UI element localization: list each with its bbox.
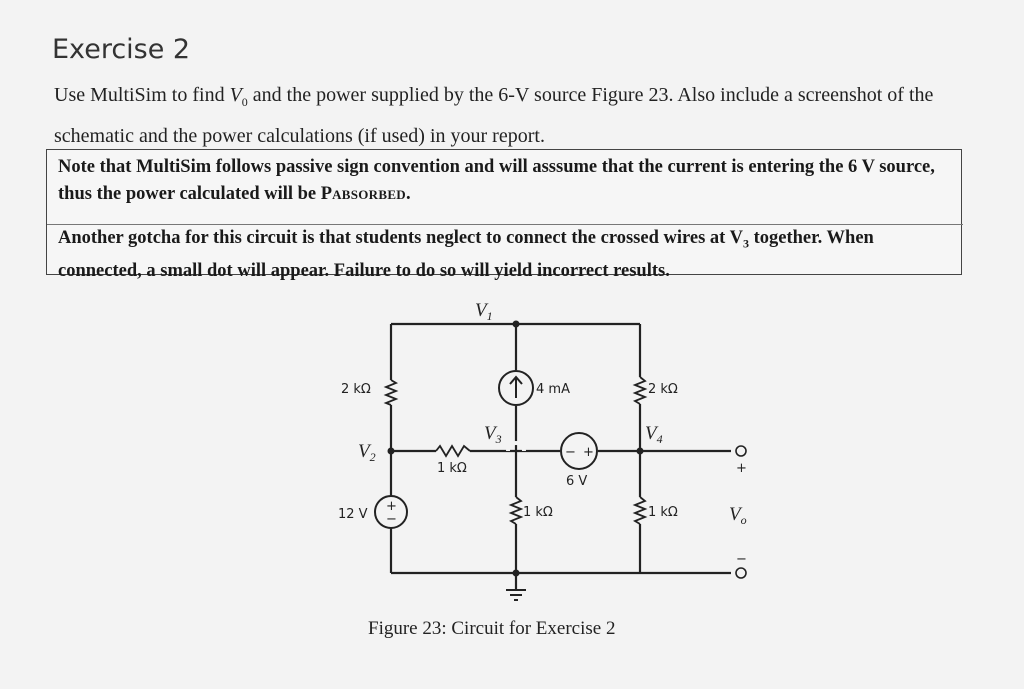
label-v2: $V_2$ [358,441,376,464]
label-v4: $V_4$ [645,423,663,446]
resistor-right-bottom-1k [635,497,645,524]
label-r-middle: 1 kΩ [437,461,467,476]
label-6v-plus: + [583,445,594,460]
resistor-center-bottom-1k [511,497,521,524]
output-terminal-minus [736,568,746,578]
label-6v: 6 V [566,474,588,489]
label-minus-terminal: − [736,552,747,567]
note2-b: together. When connected, a small dot will appear. Failure to do so will yield incorrect results. [58,228,874,281]
label-plus-terminal: + [736,461,747,476]
note1-end: . [406,184,411,204]
resistor-right-top-2k [635,377,645,404]
label-r-left-top: 2 kΩ [341,382,371,397]
label-12v-plus: + [386,499,397,514]
ground-icon [506,590,526,600]
exercise-title: Exercise 2 [52,34,191,65]
label-r-center-bottom: 1 kΩ [523,505,553,520]
figure-caption: Figure 23: Circuit for Exercise 2 [368,618,616,639]
node-v1 [513,321,520,328]
label-r-right-bottom: 1 kΩ [648,505,678,520]
node-v4 [637,448,644,455]
label-6v-minus: − [565,445,576,460]
label-12v-minus: − [386,512,397,527]
note2-sub: 3 [742,236,749,251]
resistor-left-top-2k [386,380,396,405]
label-v3: $V_3$ [484,423,502,446]
node-v2 [388,448,395,455]
note1-main: Note that MultiSim follows passive sign convention and will asssume that the current is entering the 6 V source, thus the power calculated will be P [58,157,935,204]
intro-pre: Use MultiSim to find [54,84,230,106]
label-current-source: 4 mA [536,382,570,397]
output-terminal-plus [736,446,746,456]
intro-var-sub: 0 [241,95,248,109]
label-vo: $V_o$ [729,504,747,527]
note2-a: Another gotcha for this circuit is that students neglect to connect the crossed wires at V [58,228,743,248]
note1-sub: ABSORBED [332,187,406,202]
label-v1: $V_1$ [475,300,493,323]
intro-var: V [229,84,242,106]
label-r-right-top: 2 kΩ [648,382,678,397]
resistor-middle-1k [436,446,470,456]
label-12v: 12 V [338,507,368,522]
node-ground [513,570,520,577]
intro-post: and the power supplied by the 6-V source Figure 23. Also include a screenshot of the schematic and the power calculations (if used) in your report. [54,84,934,147]
